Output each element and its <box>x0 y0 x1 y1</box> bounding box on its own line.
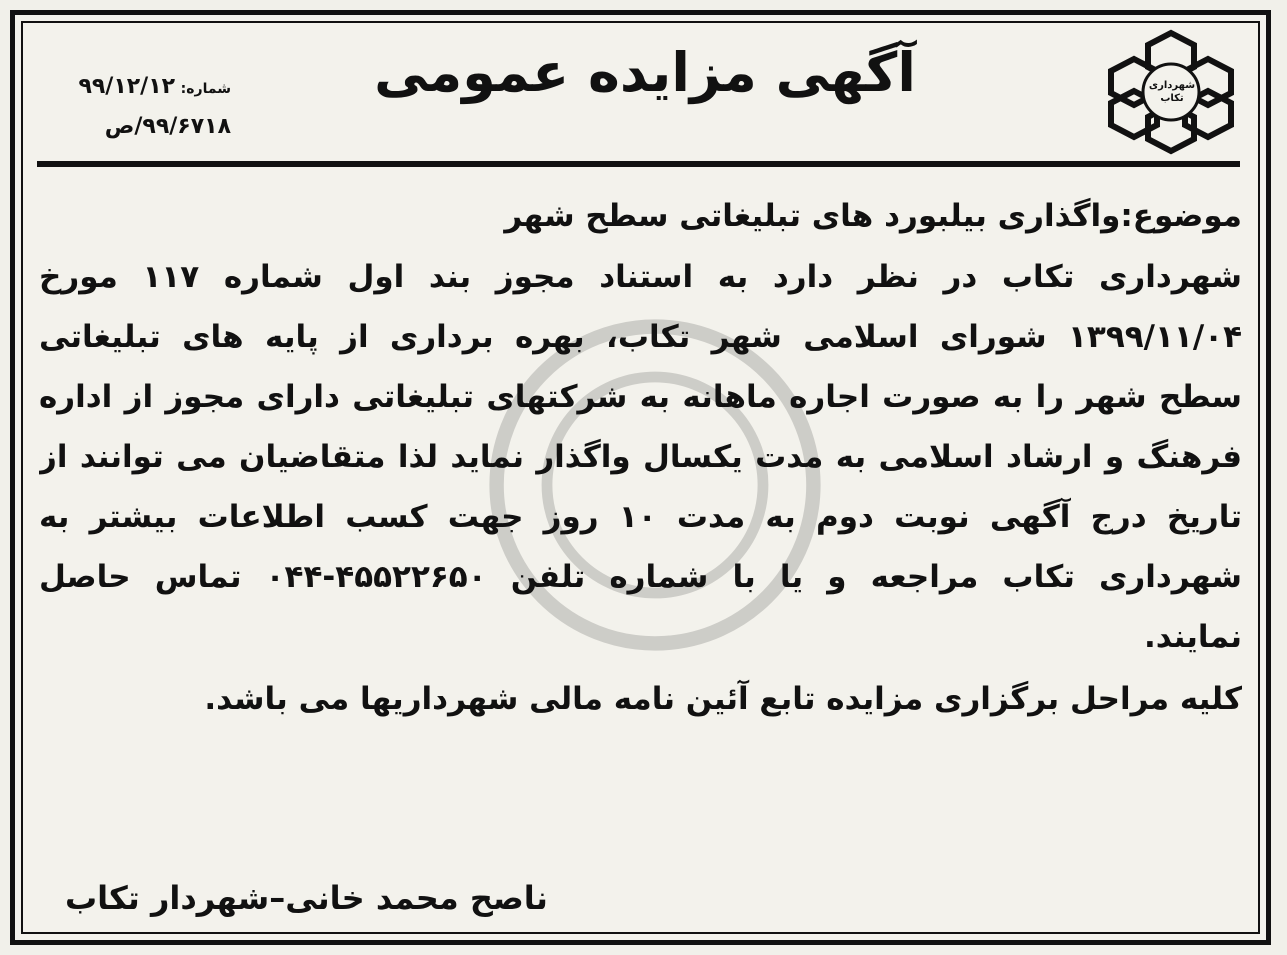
header <box>15 15 1266 165</box>
ref-row <box>41 107 231 147</box>
body-line: تاریخ درج آگهی نوبت دوم به مدت ۱۰ روز جهت کسب اطلاعات بیشتر به <box>39 499 1242 535</box>
body-line: ۱۳۹۹/۱۱/۰۴ شورای اسلامی شهر تکاب، بهره برداری از پایه های تبلیغاتی <box>39 319 1242 355</box>
date-value: ۹۹/۱۲/۱۲ <box>78 74 176 99</box>
advertisement-frame <box>10 10 1271 945</box>
logo-text-line-2: تکاب <box>1160 93 1184 104</box>
body-line: شهرداری تکاب مراجعه و یا با شماره تلفن ۴۵۵۲۲۶۵۰-۰۴۴ تماس حاصل <box>39 559 1242 595</box>
body-line: فرهنگ و ارشاد اسلامی به مدت یکسال واگذار نماید لذا متقاضیان می توانند از <box>39 439 1242 475</box>
header-divider <box>37 161 1240 167</box>
number-row <box>41 67 231 107</box>
number-label: شماره: <box>180 81 231 97</box>
subject-line: موضوع:واگذاری بیلبورد های تبلیغاتی سطح شهر <box>504 198 1242 234</box>
reference-block <box>41 67 231 147</box>
logo-text-line-1: شهرداری <box>1148 80 1196 91</box>
reference-value: ۹۹/۶۷۱۸/ص <box>104 114 231 139</box>
logo-text <box>1144 79 1200 105</box>
body-line: نمایند. <box>1143 619 1242 655</box>
announcement-body <box>39 191 1242 731</box>
body-line: شهرداری تکاب در نظر دارد به استناد مجوز بند اول شماره ۱۱۷ مورخ <box>39 259 1242 295</box>
page-title: آگهی مزایده عمومی <box>374 41 916 104</box>
body-line: سطح شهر را به صورت اجاره ماهانه به شرکتهای تبلیغاتی دارای مجوز از اداره <box>39 379 1242 415</box>
closing-line: کلیه مراحل برگزاری مزایده تابع آئین نامه مالی شهرداریها می باشد. <box>204 681 1242 717</box>
signature: ناصح محمد خانی–شهردار تکاب <box>65 879 548 917</box>
